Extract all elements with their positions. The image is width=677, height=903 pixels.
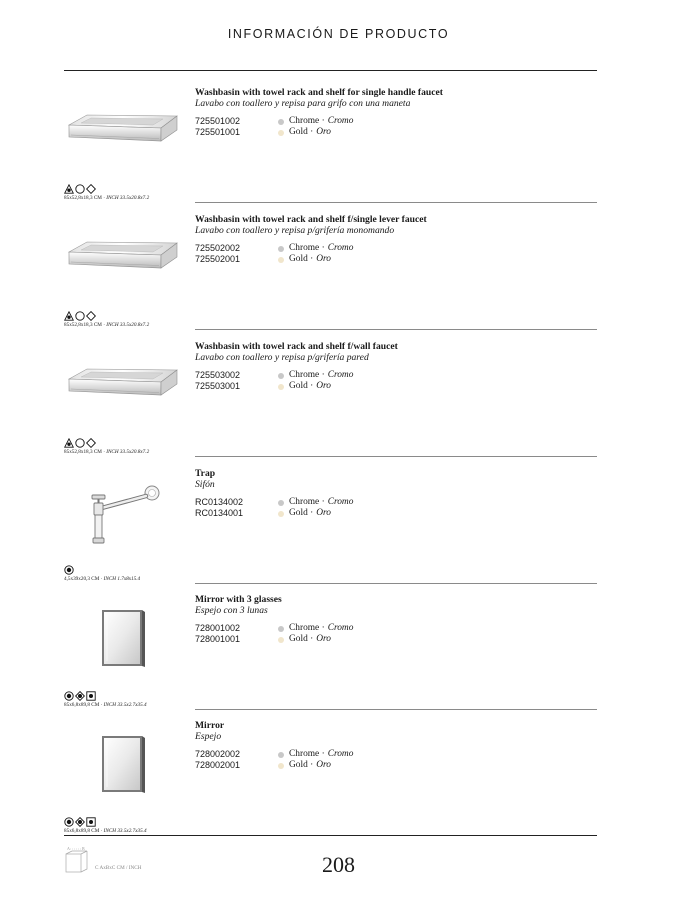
finish-label-es: Oro — [316, 760, 331, 770]
product-entry — [64, 76, 597, 203]
dimensions: 4,5x39x20,3 CM · INCH 1.7x8x15.4 — [64, 576, 141, 582]
product-name-es: Espejo con 3 lunas — [195, 605, 268, 616]
finish-label-es: Oro — [316, 254, 331, 264]
finish-label-es: Cromo — [327, 116, 354, 126]
finish-chrome: Chrome · Cromo — [278, 497, 597, 508]
finish-swatch-icon — [278, 511, 284, 517]
product-info — [195, 468, 597, 519]
product-info — [195, 87, 597, 138]
product-info — [195, 214, 597, 265]
finish-label: Chrome — [289, 623, 320, 633]
product-info — [195, 341, 597, 392]
dimensions-cm: 85x52,8x18,3 CM — [64, 195, 102, 201]
finish-label-es: Cromo — [327, 243, 354, 253]
variant-list — [195, 749, 597, 771]
finish-label-es: Oro — [316, 634, 331, 644]
finish-label: Chrome — [289, 243, 320, 253]
product-code: 725503001 — [195, 381, 241, 391]
target-circle-icon — [64, 565, 74, 575]
finish-swatch-icon — [278, 752, 284, 758]
product-name-es: Espejo — [195, 731, 222, 742]
dimensions: 85x6,8x89,8 CM · INCH 33.5x2.7x35.4 — [64, 702, 147, 708]
dimensions-inch: INCH 33.5x2.7x35.4 — [103, 828, 147, 834]
dimensions-inch: INCH 33.5x20.8x7.2 — [106, 195, 150, 201]
diamond-dot-icon — [75, 691, 85, 701]
page-number: 208 — [322, 852, 355, 877]
product-name-es: Sifón — [195, 479, 215, 490]
product-code: 728002002 — [195, 749, 241, 759]
dimensions-cm: 85x6,8x89,8 CM — [64, 702, 100, 708]
product-entry — [64, 203, 597, 330]
product-name: Mirror with 3 glasses — [195, 594, 282, 605]
finish-gold: Gold · Oro — [278, 760, 597, 771]
top-divider — [64, 70, 597, 71]
dimensions-cm: 85x52,8x18,3 CM — [64, 449, 102, 455]
product-name: Trap — [195, 468, 216, 479]
product-entry — [64, 457, 597, 584]
circle-icon — [75, 184, 85, 194]
dimensions-inch: INCH 1.7x8x15.4 — [103, 576, 141, 582]
diamond-icon — [86, 311, 96, 321]
product-image-washbasin — [64, 203, 182, 313]
product-name-es: Lavabo con toallero y repisa p/grifería monomando — [195, 225, 395, 236]
variant-list — [195, 623, 597, 645]
target-circle-icon — [64, 817, 74, 827]
product-name-es: Lavabo con toallero y repisa para grifo con una maneta — [195, 98, 411, 109]
square-dot-icon — [86, 691, 96, 701]
installation-icons — [64, 184, 96, 194]
product-code: 725503002 — [195, 370, 241, 380]
finish-swatch-icon — [278, 373, 284, 379]
product-code: 728001002 — [195, 623, 241, 633]
finish-label-es: Cromo — [327, 370, 354, 380]
svg-text:A: A — [67, 846, 70, 851]
diamond-dot-icon — [75, 817, 85, 827]
product-name: Washbasin with towel rack and shelf f/wall faucet — [195, 341, 398, 352]
dimensions: 85x52,8x18,3 CM · INCH 33.5x20.8x7.2 — [64, 449, 150, 455]
product-code: 725502001 — [195, 254, 241, 264]
product-code: 728002001 — [195, 760, 241, 770]
product-name: Mirror — [195, 720, 225, 731]
product-image-washbasin — [64, 76, 182, 186]
finish-label: Chrome — [289, 370, 320, 380]
finish-swatch-icon — [278, 500, 284, 506]
product-entry — [64, 330, 597, 457]
circle-icon — [75, 438, 85, 448]
finish-label-es: Oro — [316, 381, 331, 391]
product-info — [195, 720, 597, 771]
variant-list — [195, 370, 597, 392]
diamond-icon — [86, 184, 96, 194]
finish-label-es: Oro — [316, 127, 331, 137]
variant-list — [195, 116, 597, 138]
finish-swatch-icon — [278, 257, 284, 263]
variant-list — [195, 243, 597, 265]
variant-list — [195, 497, 597, 519]
product-image-washbasin — [64, 330, 182, 440]
finish-label: Gold — [289, 760, 308, 770]
finish-gold: Gold · Oro — [278, 508, 597, 519]
dimensions-cm: 4,5x39x20,3 CM — [64, 576, 100, 582]
square-dot-icon — [86, 817, 96, 827]
finish-label: Gold — [289, 634, 308, 644]
finish-swatch-icon — [278, 130, 284, 136]
weight-icon — [64, 438, 74, 448]
product-code: 725502002 — [195, 243, 241, 253]
finish-label-es: Cromo — [327, 623, 354, 633]
installation-icons — [64, 438, 96, 448]
finish-chrome: Chrome · Cromo — [278, 623, 597, 634]
dimensions: 85x52,8x18,3 CM · INCH 33.5x20.8x7.2 — [64, 322, 150, 328]
finish-swatch-icon — [278, 637, 284, 643]
diamond-icon — [86, 438, 96, 448]
legend-text: C AxBxC CM / INCH — [95, 865, 142, 871]
product-name: Washbasin with towel rack and shelf for single handle faucet — [195, 87, 443, 98]
section-divider — [64, 835, 597, 836]
finish-label: Chrome — [289, 116, 320, 126]
product-image-trap — [64, 457, 182, 567]
product-entry — [64, 709, 597, 836]
product-image-mirror — [64, 583, 182, 693]
finish-gold: Gold · Oro — [278, 381, 597, 392]
finish-chrome: Chrome · Cromo — [278, 370, 597, 381]
finish-gold: Gold · Oro — [278, 254, 597, 265]
product-name-es: Lavabo con toallero y repisa p/grifería pared — [195, 352, 369, 363]
target-circle-icon — [64, 691, 74, 701]
finish-label: Gold — [289, 508, 308, 518]
finish-label: Chrome — [289, 749, 320, 759]
installation-icons — [64, 817, 96, 827]
product-code: RC0134002 — [195, 497, 244, 507]
finish-gold: Gold · Oro — [278, 634, 597, 645]
dimensions-inch: INCH 33.5x2.7x35.4 — [103, 702, 147, 708]
finish-chrome: Chrome · Cromo — [278, 116, 597, 127]
weight-icon — [64, 184, 74, 194]
installation-icons — [64, 565, 74, 575]
product-code: 728001001 — [195, 634, 241, 644]
finish-label: Gold — [289, 254, 308, 264]
svg-text:B: B — [82, 846, 85, 851]
page-title: INFORMACIÓN DE PRODUCTO — [227, 27, 450, 41]
finish-label: Chrome — [289, 497, 320, 507]
finish-label-es: Oro — [316, 508, 331, 518]
dimensions: 85x6,8x89,8 CM · INCH 33.5x2.7x35.4 — [64, 828, 147, 834]
finish-label: Gold — [289, 127, 308, 137]
finish-swatch-icon — [278, 119, 284, 125]
dimensions-inch: INCH 33.5x20.8x7.2 — [106, 449, 150, 455]
circle-icon — [75, 311, 85, 321]
finish-swatch-icon — [278, 384, 284, 390]
product-name: Washbasin with towel rack and shelf f/single lever faucet — [195, 214, 427, 225]
finish-swatch-icon — [278, 626, 284, 632]
finish-label-es: Cromo — [327, 749, 354, 759]
installation-icons — [64, 311, 96, 321]
product-image-mirror — [64, 709, 182, 819]
product-code: 725501001 — [195, 127, 241, 137]
dimensions-cm: 85x6,8x89,8 CM — [64, 828, 100, 834]
dimensions-inch: INCH 33.5x20.8x7.2 — [106, 322, 150, 328]
finish-chrome: Chrome · Cromo — [278, 749, 597, 760]
product-info — [195, 594, 597, 645]
finish-swatch-icon — [278, 763, 284, 769]
finish-chrome: Chrome · Cromo — [278, 243, 597, 254]
installation-icons — [64, 691, 96, 701]
finish-swatch-icon — [278, 246, 284, 252]
dimensions-cm: 85x52,8x18,3 CM — [64, 322, 102, 328]
finish-gold: Gold · Oro — [278, 127, 597, 138]
product-code: RC0134001 — [195, 508, 244, 518]
weight-icon — [64, 311, 74, 321]
dimensions: 85x52,8x18,3 CM · INCH 33.5x20.8x7.2 — [64, 195, 150, 201]
finish-label: Gold — [289, 381, 308, 391]
product-code: 725501002 — [195, 116, 241, 126]
product-entry — [64, 583, 597, 710]
finish-label-es: Cromo — [327, 497, 354, 507]
